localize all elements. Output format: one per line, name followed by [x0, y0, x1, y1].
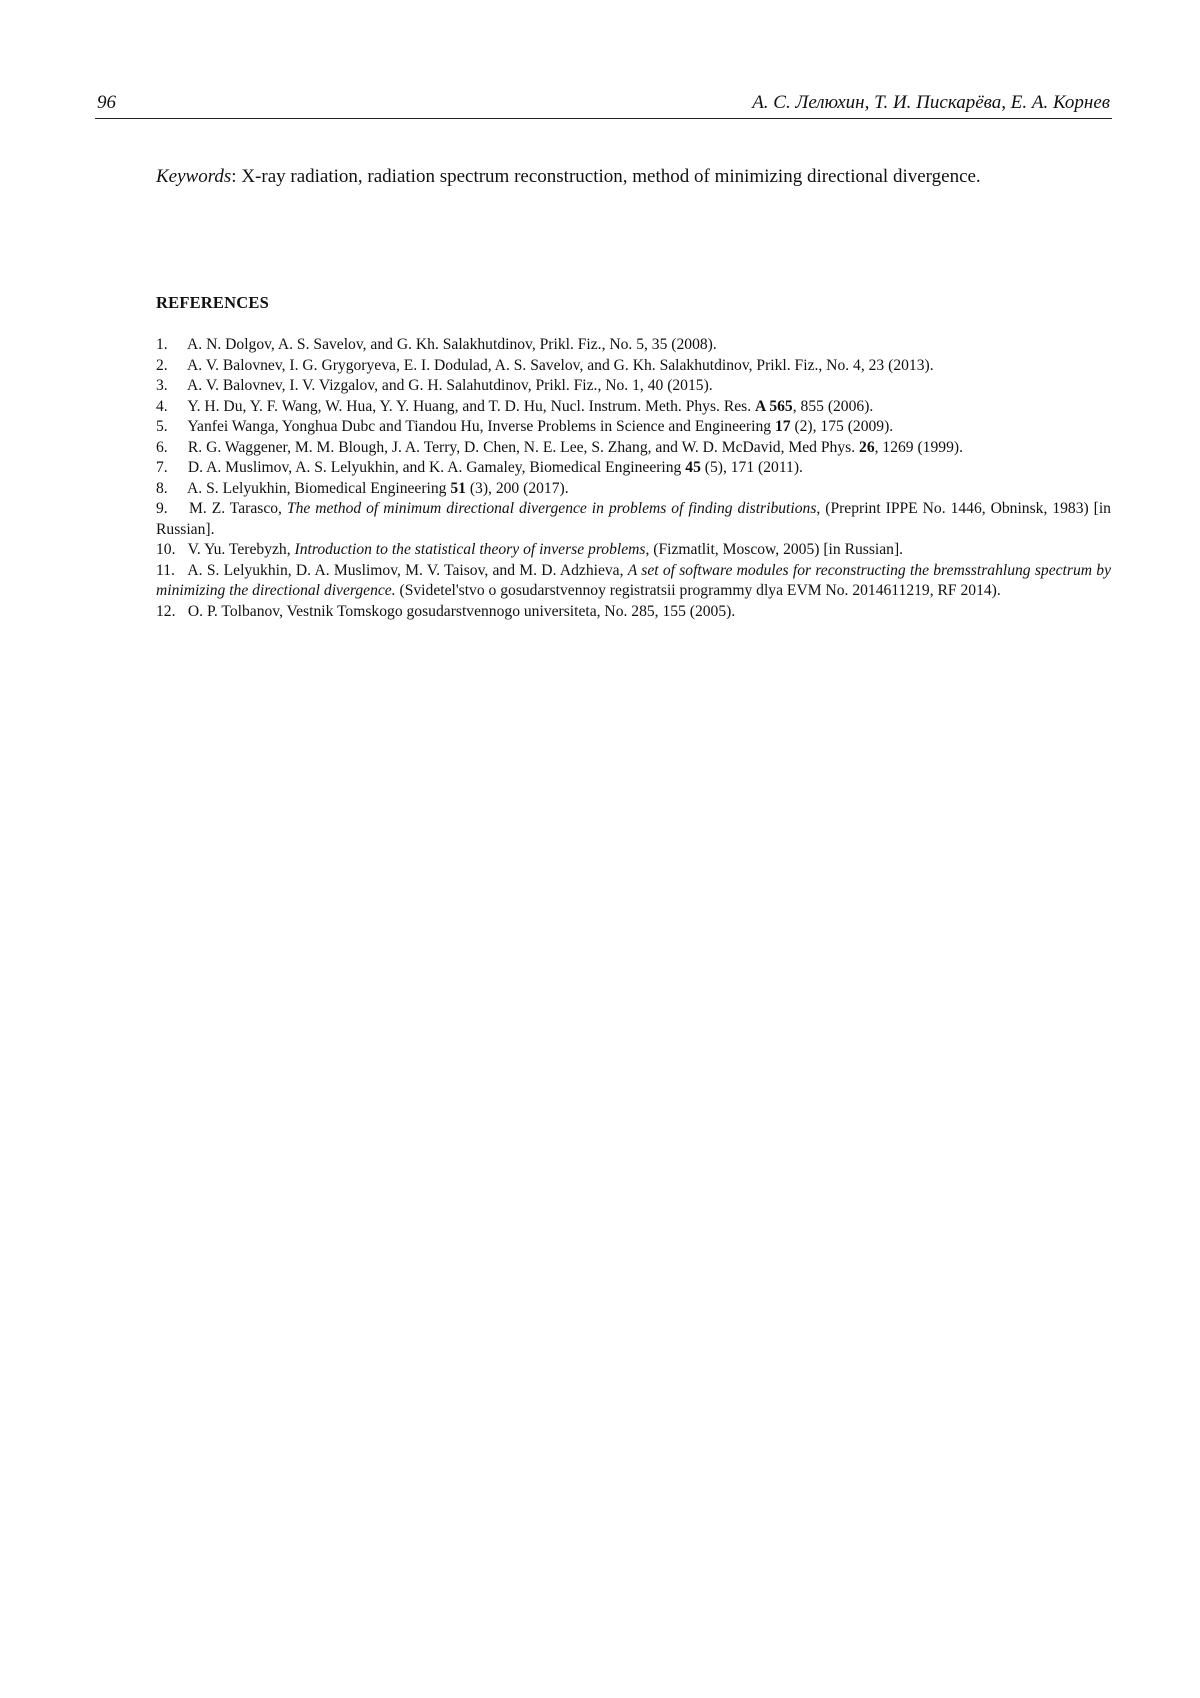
reference-text: O. P. Tolbanov, Vestnik Tomskogo gosudarstvennogo universiteta, No. 285, 155 (2005).: [187, 602, 736, 620]
reference-item: [156, 376, 1111, 397]
reference-title: Introduction to the statistical theory of inverse problems: [294, 541, 646, 558]
reference-text: A. V. Balovnev, I. V. Vizgalov, and G. H. Salahutdinov, Prikl. Fiz., No. 1, 40 (2015).: [187, 377, 713, 394]
reference-volume: A 565: [755, 397, 793, 415]
reference-item: [156, 602, 1111, 623]
reference-text: V. Yu. Terebyzh,: [187, 541, 295, 558]
reference-text-tail: , (Preprint IPPE No. 1446, Obninsk, 1983) [in Russian].: [156, 500, 1111, 538]
reference-text-tail: , 1269 (1999).: [874, 438, 963, 456]
reference-text: D. A. Muslimov, A. S. Lelyukhin, and K. A. Gamaley, Biomedical Engineering: [187, 459, 686, 476]
reference-text: Yanfei Wanga, Yonghua Dubc and Tiandou Hu, Inverse Problems in Science and Engineering: [187, 418, 775, 435]
reference-item: [156, 540, 1111, 561]
keywords-text: : X-ray radiation, radiation spectrum reconstruction, method of minimizing directional divergence.: [231, 166, 981, 187]
reference-item: [156, 356, 1111, 377]
reference-number: 5.: [156, 418, 168, 435]
reference-volume: 17: [774, 418, 791, 435]
reference-text: A. S. Lelyukhin, D. A. Muslimov, M. V. Taisov, and M. D. Adzhieva,: [187, 561, 628, 579]
reference-item: [156, 438, 1111, 459]
page-header: [95, 92, 1112, 119]
reference-text: R. G. Waggener, M. M. Blough, J. A. Terry, D. Chen, N. E. Lee, S. Zhang, and W. D. McDavid, Med Phys.: [187, 438, 860, 456]
reference-number: 4.: [156, 397, 168, 415]
reference-text-tail: (3), 200 (2017).: [465, 479, 569, 497]
reference-text-tail: (2), 175 (2009).: [790, 418, 894, 435]
reference-text: A. N. Dolgov, A. S. Savelov, and G. Kh. Salakhutdinov, Prikl. Fiz., No. 5, 35 (2008).: [187, 336, 717, 353]
reference-text: A. S. Lelyukhin, Biomedical Engineering: [187, 479, 451, 497]
reference-text-tail: , (Fizmatlit, Moscow, 2005) [in Russian].: [645, 541, 904, 558]
reference-number: 12.: [156, 602, 176, 620]
reference-number: 2.: [156, 356, 168, 374]
reference-text-tail: (5), 171 (2011).: [700, 459, 803, 476]
reference-item: [156, 417, 1111, 438]
reference-number: 9.: [156, 500, 168, 517]
reference-text: Y. H. Du, Y. F. Wang, W. Hua, Y. Y. Huang, and T. D. Hu, Nucl. Instrum. Meth. Phys. Res.: [187, 397, 756, 415]
reference-title: The method of minimum directional divergence in problems of finding distributions: [286, 500, 817, 517]
reference-volume: 26: [859, 438, 875, 456]
reference-item: [156, 561, 1111, 602]
reference-text-tail: (Svidetel'stvo o gosudarstvennoy registratsii programmy dlya EVM No. 2014611219, RF 2014).: [395, 582, 1001, 599]
reference-number: 10.: [156, 541, 176, 558]
reference-item: [156, 335, 1111, 356]
references-list: [156, 335, 1111, 622]
reference-text-tail: , 855 (2006).: [792, 397, 874, 415]
reference-number: 7.: [156, 459, 168, 476]
page-number: 96: [97, 92, 116, 113]
keywords-paragraph: [156, 164, 1111, 190]
running-head: А. С. Лелюхин, Т. И. Пискарёва, Е. А. Корнев: [752, 92, 1110, 113]
reference-number: 8.: [156, 479, 168, 497]
reference-title: A set of software modules for reconstructing the bremsstrahlung spectrum by minimizing the directional divergence.: [156, 561, 1111, 599]
reference-number: 11.: [156, 561, 175, 579]
reference-volume: 45: [685, 459, 701, 476]
reference-number: 6.: [156, 438, 168, 456]
reference-number: 3.: [156, 377, 168, 394]
reference-text: A. V. Balovnev, I. G. Grygoryeva, E. I. Dodulad, A. S. Savelov, and G. Kh. Salakhutdinov, Prikl. Fiz., No. 4, 23 (2013).: [187, 356, 934, 374]
reference-number: 1.: [156, 336, 168, 353]
reference-volume: 51: [450, 479, 466, 497]
reference-item: [156, 458, 1111, 479]
keywords-label: Keywords: [156, 166, 232, 187]
reference-item: [156, 499, 1111, 540]
reference-text: M. Z. Tarasco,: [188, 500, 287, 517]
reference-item: [156, 479, 1111, 500]
reference-item: [156, 397, 1111, 418]
references-heading: REFERENCES: [156, 293, 269, 312]
